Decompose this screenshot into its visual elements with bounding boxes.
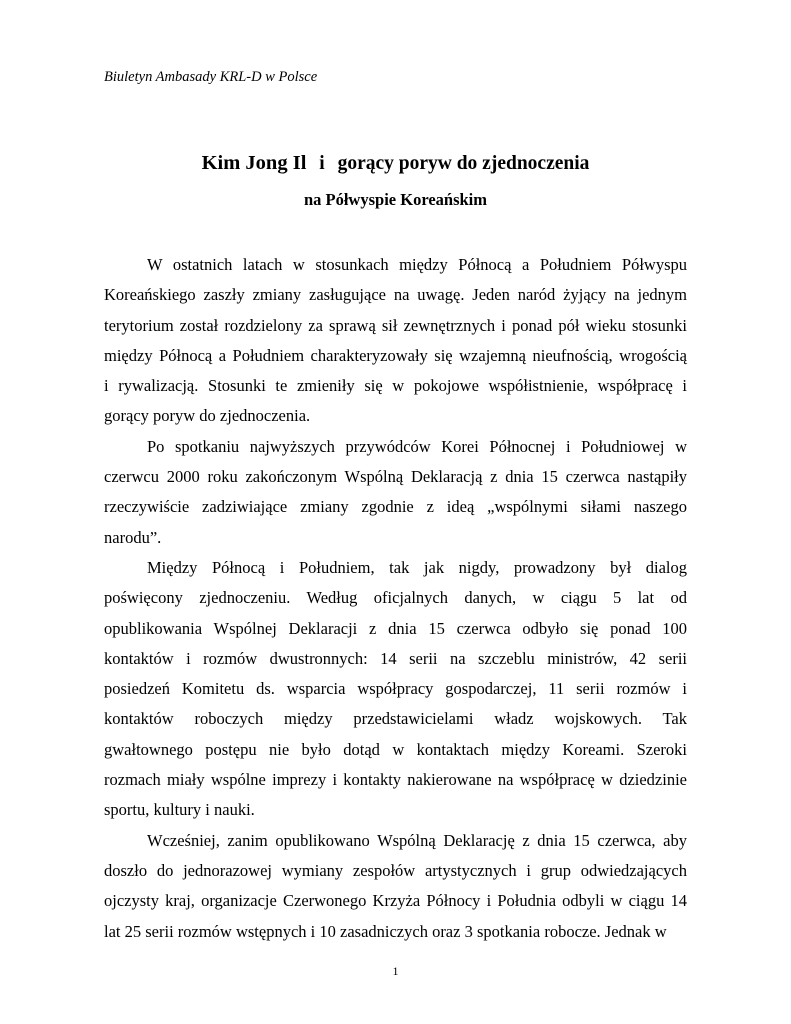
text-line: terytorium został rozdzielony za sprawą sił zewnętrznych i ponad pół wieku stosunki bbox=[104, 315, 687, 335]
text-line: lat 25 serii rozmów wstępnych i 10 zasadniczych oraz 3 spotkania robocze. Jednak w bbox=[104, 921, 667, 941]
text-line: rozmach miały wspólne imprezy i kontakty nakierowane na współpracę w dziedzinie bbox=[104, 770, 687, 790]
title-rest: gorący poryw do zjednoczenia bbox=[337, 153, 590, 174]
text-line: czerwcu 2000 roku zakończonym Wspólną Deklaracją z dnia 15 czerwca nastąpiły bbox=[104, 467, 687, 487]
text-line: ojczysty kraj, organizacje Czerwonego Krzyża Północy i Południa odbyli w ciągu 14 bbox=[104, 891, 687, 911]
text-line: kontaktów i rozmów dwustronnych: 14 serii na szczeblu ministrów, 42 serii bbox=[104, 648, 687, 668]
title-connector: i bbox=[319, 153, 325, 174]
text-line: opublikowania Wspólnej Deklaracji z dnia 15 czerwca odbyło się ponad 100 bbox=[104, 618, 687, 638]
text-line: doszło do jednorazowej wymiany zespołów artystycznych i grup odwiedzających bbox=[104, 860, 687, 880]
paragraph bbox=[104, 826, 687, 947]
text-line: kontaktów roboczych między przedstawicielami władz wojskowych. Tak bbox=[104, 709, 687, 729]
text-line: gwałtownego postępu nie było dotąd w kontaktach między Koreami. Szeroki bbox=[104, 739, 687, 759]
paragraph bbox=[104, 553, 687, 826]
text-line: Koreańskiego zaszły zmiany zasługujące na uwagę. Jeden naród żyjący na jednym bbox=[104, 285, 687, 305]
text-line: narodu”. bbox=[104, 527, 162, 547]
paragraph bbox=[104, 250, 687, 432]
text-line: sportu, kultury i nauki. bbox=[104, 800, 255, 820]
text-line: Wcześniej, zanim opublikowano Wspólną Deklarację z dnia 15 czerwca, aby bbox=[147, 830, 687, 850]
document-title bbox=[0, 152, 791, 175]
text-line: rzeczywiście zadziwiające zmiany zgodnie z ideą „wspólnymi siłami naszego bbox=[104, 497, 687, 517]
text-line: poświęcony zjednoczeniu. Według oficjalnych danych, w ciągu 5 lat od bbox=[104, 588, 687, 608]
text-line: W ostatnich latach w stosunkach między Północą a Południem Półwyspu bbox=[147, 255, 687, 274]
text-line: i rywalizacją. Stosunki te zmieniły się w pokojowe współistnienie, współpracę i bbox=[104, 376, 687, 396]
text-line: między Północą a Południem charakteryzowały się wzajemną nieufnością, wrogością bbox=[104, 345, 687, 365]
document-subtitle: na Półwyspie Koreańskim bbox=[303, 190, 488, 209]
title-name: Kim Jong Il bbox=[201, 152, 307, 174]
text-line: Po spotkaniu najwyższych przywódców Korei Północnej i Południowej w bbox=[147, 436, 687, 456]
text-line: posiedzeń Komitetu ds. wsparcia współpracy gospodarczej, 11 serii rozmów i bbox=[104, 679, 687, 699]
body-text bbox=[104, 250, 687, 947]
bulletin-header: Biuletyn Ambasady KRL-D w Polsce bbox=[104, 69, 318, 85]
text-line: Między Północą i Południem, tak jak nigdy, prowadzony był dialog bbox=[147, 557, 687, 577]
text-line: gorący poryw do zjednoczenia. bbox=[104, 406, 311, 426]
page-number: 1 bbox=[392, 964, 399, 978]
paragraph bbox=[104, 432, 687, 553]
